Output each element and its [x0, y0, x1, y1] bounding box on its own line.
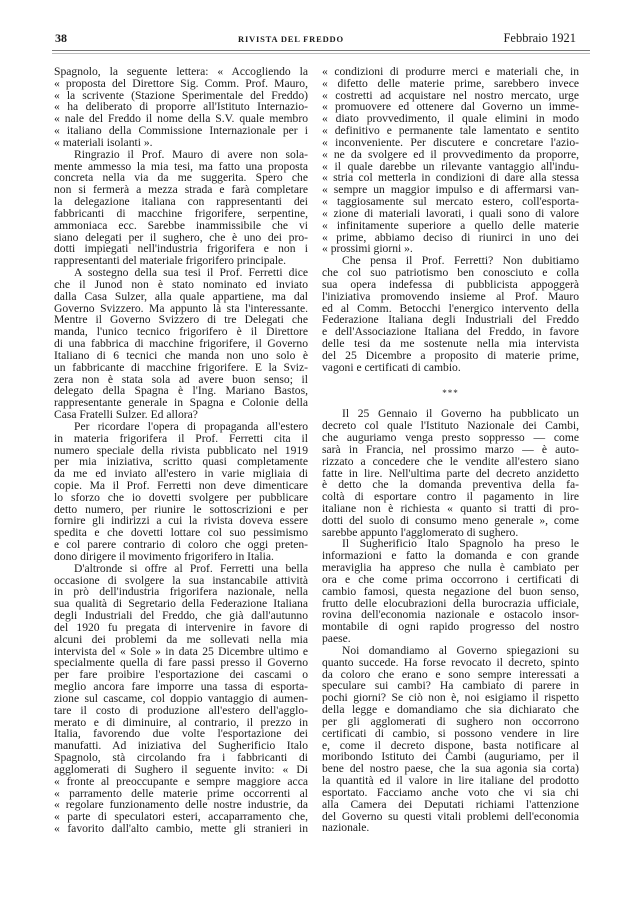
- text-line: zione sul cascame, col doppio vantaggio di aumen-: [54, 691, 308, 705]
- text-line: « proposta del Direttore Sig. Comm. Prof. Mauro,: [54, 76, 308, 90]
- text-line: « promuovere ed ottenere dal Governo un imme-: [322, 100, 579, 114]
- text-line: intervista del « Sole » in data 25 Dicembre ultimo e: [54, 644, 308, 658]
- text-line: Casa Fratelli Sulzer. Ed allora?: [54, 408, 198, 422]
- text-line: del 1920 fu pregata di intervenire in favore di: [54, 620, 308, 634]
- text-line: ed al Comm. Betocchi l'energico intervento della: [322, 301, 579, 315]
- text-line: rizzato a concedere che le vendite all'estero siano: [322, 454, 579, 468]
- text-line: alcuni dei problemi da me sollevati nella mia: [54, 632, 308, 646]
- text-line: Spagnolo, la seguente lettera: « Accogliendo la: [54, 65, 308, 78]
- text-line: « zione di materiali lavorati, i quali sono di valore: [322, 206, 579, 220]
- text-line: occasione di svolgere la sua instancabile attività: [54, 573, 308, 587]
- text-line: fabbricanti di macchine frigorifere, serpentine,: [54, 206, 308, 220]
- text-line: dalla Casa Sulzer, alla quale appartiene, ma dal: [54, 289, 308, 303]
- paragraph: [54, 421, 308, 563]
- text-line: « il quale darebbe un rilevante vantaggio all'indu-: [322, 159, 579, 173]
- paragraph: [54, 563, 308, 835]
- text-line: ammoniaca ecc. Sarebbe inammissibile che vi: [54, 218, 308, 232]
- text-line: Ringrazio il Prof. Mauro di avere non sola-: [74, 147, 308, 161]
- text-line: che il Junod non è stato nominato ed inviato: [54, 277, 308, 291]
- left-column: [54, 66, 308, 835]
- text-line: dotti del suolo di consumo meno generale », come: [322, 513, 579, 527]
- header-rule: [52, 50, 590, 54]
- text-line: « nale del Freddo il nome della S.V. quale membro: [54, 112, 308, 126]
- text-line: Noi domandiamo al Governo spiegazioni su: [342, 643, 579, 657]
- text-line: ora e che come prima occorrono i certificati di: [322, 572, 579, 586]
- text-line: « italiano della Commissione Internazionale per i: [54, 124, 308, 138]
- text-line: cambio famosi, questa negazione del buon senso,: [322, 584, 579, 598]
- text-line: « condizioni di produrre merci e materiali che, in: [322, 65, 579, 78]
- text-line: Mentre il Governo Svizzero di tre Delegati che: [54, 313, 308, 327]
- text-line: rappresentante generale in Spagna e Colonie della: [54, 396, 308, 410]
- paragraph: [322, 538, 579, 644]
- text-line: degli Industriali del Freddo, che già dall'autunno: [54, 609, 308, 623]
- text-line: per mia iniziativa, scritto quasi completamente: [54, 455, 308, 469]
- text-line: copie. Ma il Prof. Ferretti non deve dimenticare: [54, 478, 308, 492]
- text-line: che auguriamo venga presto soppresso — come: [322, 431, 579, 445]
- text-line: meraviglia ha appreso che nulla è cambiato per: [322, 561, 579, 575]
- text-line: « la scrivente (Stazione Sperimentale del Freddo): [54, 88, 308, 102]
- text-line: tare il costo di produzione all'estero dell'agglo-: [54, 703, 308, 717]
- text-line: « sempre un maggior impulso e di affermarsi van-: [322, 183, 579, 197]
- text-line: Per ricordare l'opera di propaganda all'estero: [74, 419, 308, 433]
- text-line: « materiali isolanti ».: [54, 135, 153, 149]
- text-line: bene del nostro paese, che la sua agonia sia corta): [322, 762, 579, 776]
- text-line: zera non è stata sola ad avere buon senso; il: [54, 372, 308, 386]
- section-separator: ***: [442, 387, 459, 398]
- text-line: dotti impiegati nell'industria frigorifera e non i: [54, 242, 308, 256]
- text-line: di una fabbrica di macchine frigorifere, il Governo: [54, 337, 308, 351]
- text-line: frutto delle elocubrazioni della burocrazia ufficiale,: [322, 596, 579, 610]
- text-line: Governo Svizzero. Ma appunto là sta l'interessante.: [54, 301, 308, 315]
- text-line: italiane non è richiesta « quanto si tratti di pro-: [322, 501, 579, 515]
- text-line: sua qualità di Segretario della Federazione Italiana: [54, 597, 308, 611]
- text-line: « ne da svolgere ed il provvedimento da proporre,: [322, 147, 579, 161]
- text-line: l'iniziativa promovendo insieme al Prof. Mauro: [322, 289, 579, 303]
- paragraph: [54, 267, 308, 421]
- text-line: e col parere contrario di coloro che oggi preten-: [54, 538, 308, 552]
- text-line: sua opera indefessa di pubblicista appoggerà: [322, 277, 579, 291]
- right-column: [322, 66, 579, 834]
- text-line: « infinitamente superiore a quello delle materie: [322, 218, 579, 232]
- text-line: « diato provvedimento, il quale elimini in modo: [322, 112, 579, 126]
- text-line: vagoni e certificati di cambio.: [322, 360, 461, 374]
- text-line: della legge e domandiamo che sia dichiarato che: [322, 703, 579, 717]
- text-line: coltà di esportare contro il pagamento in lire: [322, 490, 579, 504]
- text-line: quanto succede. Ha forse revocato il decreto, spinto: [322, 655, 579, 669]
- text-line: « fronte al preoccupante e sempre maggiore acca: [54, 774, 308, 788]
- text-line: rovina dell'economia nazionale e ostacolo insor-: [322, 608, 579, 622]
- text-line: montabile di ogni rapido progresso del nostro: [322, 620, 579, 634]
- text-line: delegato della Spagna è l'Ing. Mariano Bastos,: [54, 384, 308, 398]
- paragraph: [322, 66, 579, 255]
- text-line: Il Sugherificio Italo Spagnolo ha preso le: [342, 537, 579, 551]
- text-line: A sostegno della sua tesi il Prof. Ferretti dice: [74, 266, 308, 280]
- text-line: Italiano di 6 tecnici che manda non uno solo è: [54, 348, 308, 362]
- paragraph: [322, 408, 579, 538]
- issue-date: Febbraio 1921: [503, 31, 576, 45]
- text-line: fatte in lire. Nell'ultima parte del decreto anzidetto: [322, 466, 579, 480]
- text-line: è detto che la domanda preventiva della fa-: [322, 478, 579, 492]
- text-line: e dell'Associazione Italiana del Freddo, in favore: [322, 325, 579, 339]
- text-line: nazionale.: [322, 821, 370, 835]
- text-line: da me ed inviato all'estero in varie migliaia di: [54, 467, 308, 481]
- text-line: del Governo su questi vitali problemi dell'economia: [322, 809, 579, 823]
- text-line: da coloro che erano e sono sempre interessati a: [322, 667, 579, 681]
- text-line: « costretti ad acquistare nel nostro mercato, urge: [322, 88, 579, 102]
- text-line: merato e di diminuire, al contrario, il prezzo in: [54, 715, 308, 729]
- text-line: Spagnolo, stà circolando fra i fabbricanti di: [54, 751, 308, 765]
- text-line: « parramento delle materie prime occorrenti al: [54, 786, 308, 800]
- text-line: Che pensa il Prof. Ferretti? Non dubitiamo: [342, 254, 579, 268]
- text-line: non si fermerà a mezza strada e farà completare: [54, 183, 308, 197]
- text-line: fornire gli indirizzi a cui la rivista doveva essere: [54, 514, 308, 528]
- paragraph: [54, 66, 308, 149]
- text-line: Il 25 Gennaio il Governo ha pubblicato un: [342, 407, 579, 421]
- text-line: concreta nella via da me suggerita. Spero che: [54, 171, 308, 185]
- text-line: meglio ancora fare imporre una tassa di esporta-: [54, 680, 308, 694]
- text-line: del 25 Dicembre a proposito di materie prime,: [322, 348, 579, 362]
- text-line: decreto col quale l'Istituto Nazionale dei Cambi,: [322, 419, 579, 433]
- text-line: paese.: [322, 632, 351, 646]
- text-line: numero speciale della rivista pubblicato nel 1919: [54, 443, 308, 457]
- text-line: manufatti. Ad iniziativa del Sugherificio Italo: [54, 739, 308, 753]
- text-line: dono dirigere il movimento frigorifero in Italia.: [54, 549, 274, 563]
- text-line: mente ammesso la mia tesi, ma fatto una proposta: [54, 159, 308, 173]
- text-line: « definitivo e permanente tale lamentato e sentito: [322, 124, 579, 138]
- text-line: agglomerati di Sughero il seguente invito: « Di: [54, 762, 308, 776]
- text-line: manda, l'unico tecnico frigorifero è il Direttore: [54, 325, 308, 339]
- text-line: per fare proibire l'esportazione dei cascami o: [54, 668, 308, 682]
- text-line: siano delegati per il sughero, che è uno dei pro-: [54, 230, 308, 244]
- text-line: « ha deliberato di proporre all'Istituto Internazio-: [54, 100, 308, 114]
- paragraph: [322, 255, 579, 373]
- text-line: certificati di cambio, si possono vendere in lire: [322, 726, 579, 740]
- text-line: che col suo patriotismo ben conosciuto e colla: [322, 266, 579, 280]
- text-line: un fabbricante di macchine frigorifere. E la Sviz-: [54, 360, 308, 374]
- running-title: RIVISTA DEL FREDDO: [238, 34, 344, 44]
- text-line: detto numero, per riunire le sottoscrizioni e per: [54, 502, 308, 516]
- text-line: D'altronde si offre al Prof. Ferretti una bella: [74, 561, 308, 575]
- text-line: lo sforzo che io dovetti svolgere per pubblicare: [54, 490, 308, 504]
- text-line: in materia frigorifera il Prof. Ferretti cita il: [54, 431, 308, 445]
- text-line: spedita e che dovetti lottare col suo pessimismo: [54, 526, 308, 540]
- text-line: « taggiosamente sul mercato estero, coll'esporta-: [322, 195, 579, 209]
- text-line: delle tesi da me sostenute nella mia intervista: [322, 337, 579, 351]
- text-line: la delegazione italiana con rappresentanti dei: [54, 195, 308, 209]
- text-line: « favorito dall'alto cambio, mette gli stranieri in: [54, 822, 308, 835]
- text-line: alla Camera dei Deputati richiami l'attenzione: [322, 797, 579, 811]
- text-line: moribondo Istituto dei Cambi (auguriamo, per il: [322, 750, 579, 764]
- page-number: 38: [55, 31, 67, 45]
- text-line: per gli agglomerati di sughero non occorrono: [322, 714, 579, 728]
- text-line: Italia, favorendo due volte l'esportazione dei: [54, 727, 308, 741]
- text-line: speculare sui cambi? Ha cambiato di parere in: [322, 679, 579, 693]
- paragraph: [322, 645, 579, 834]
- text-line: « regolare funzionamento delle nostre industrie, da: [54, 798, 308, 812]
- text-line: esportato. Facciamo anche voto che vi sia chi: [322, 785, 579, 799]
- text-line: sarà in Francia, nel prossimo marzo — è auto-: [322, 442, 579, 456]
- text-line: informazioni e fatto la domanda e con grande: [322, 549, 579, 563]
- text-line: « inconveniente. Per discutere e concretare l'azio-: [322, 135, 579, 149]
- text-line: e, come il decreto dispone, basta notificare al: [322, 738, 579, 752]
- text-line: « difetto delle materie prime, sarebbero invece: [322, 76, 579, 90]
- text-line: Federazione Italiana degli Industriali del Freddo: [322, 313, 579, 327]
- text-line: la quantità ed il valore in lire italiane del prodotto: [322, 774, 579, 788]
- text-line: specialmente quella di fare passi presso il Governo: [54, 656, 308, 670]
- text-line: « stria col metterla in condizioni di dare alla stessa: [322, 171, 579, 185]
- text-line: sarebbe appunto l'agglomerato di sughero.: [322, 525, 519, 539]
- text-line: « prossimi giorni ».: [322, 242, 413, 256]
- paragraph: [54, 149, 308, 267]
- text-line: « parte di speculatori esteri, accaparramento che,: [54, 810, 308, 824]
- text-line: « prime, abbiamo deciso di riunirci in uno dei: [322, 230, 579, 244]
- text-line: pochi giorni? Se ciò non è, noi esigiamo il rispetto: [322, 691, 579, 705]
- text-line: rappresentanti del materiale frigorifero principale.: [54, 254, 287, 268]
- text-line: in prò dell'industria frigorifera nazionale, nella: [54, 585, 308, 599]
